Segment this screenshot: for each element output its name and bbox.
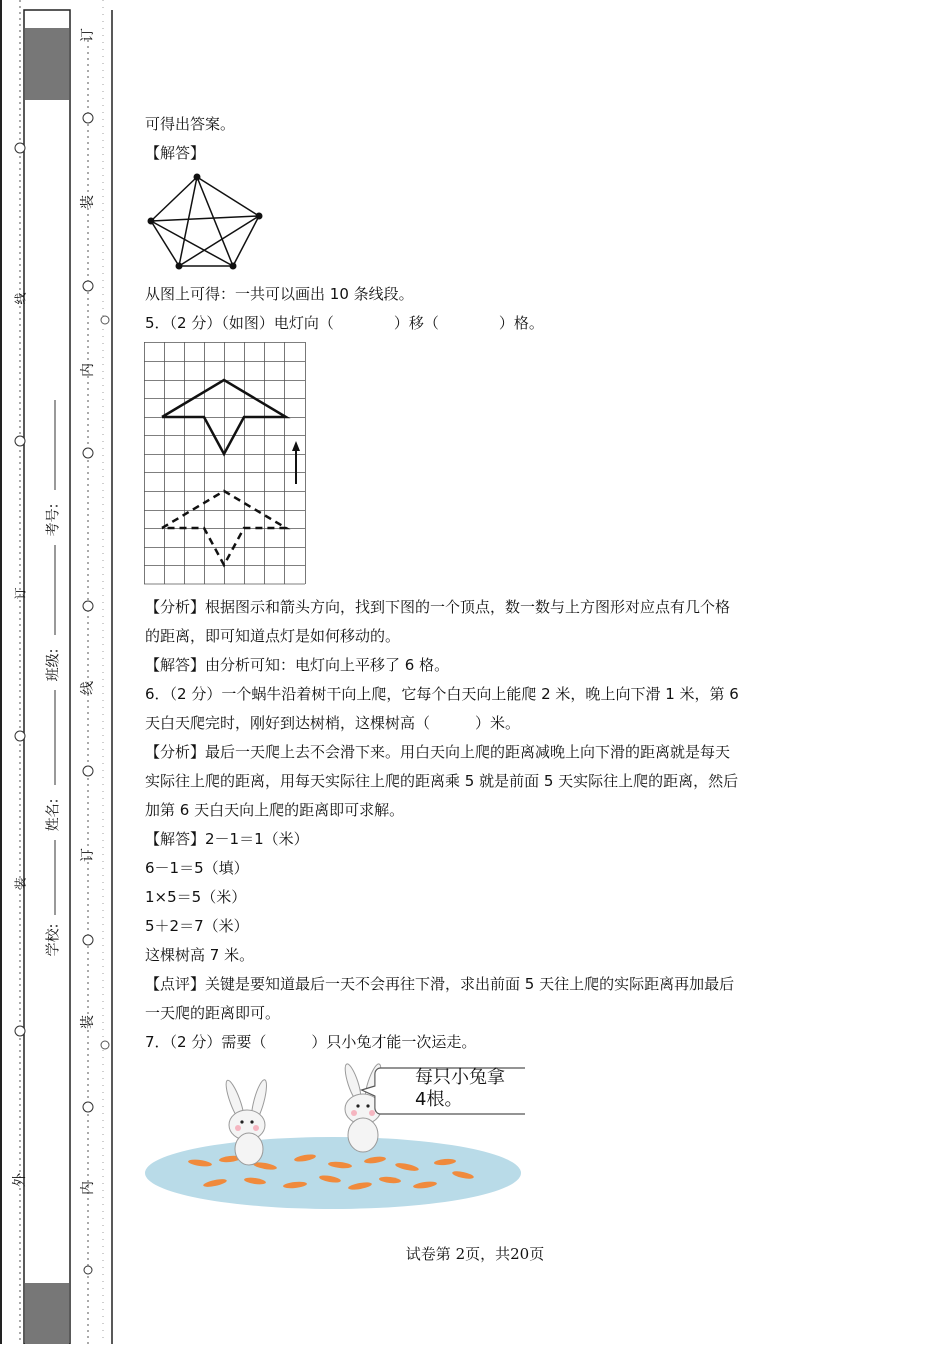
q6-comment: 一天爬的距离即可。 bbox=[145, 1004, 281, 1022]
q5-answer: 【解答】由分析可知：电灯向上平移了 6 格。 bbox=[145, 656, 450, 674]
question-6: 天白天爬完时，刚好到达树梢，这棵树高（ ）米。 bbox=[145, 714, 521, 732]
question-7: 7．（2 分）需要（ ）只小兔才能一次运走。 bbox=[145, 1033, 477, 1051]
school-label: 学校: bbox=[45, 923, 62, 957]
question-5: 5．（2 分）（如图）电灯向（ ）移（ ）格。 bbox=[145, 314, 544, 332]
outer-mark-ding: 订 bbox=[13, 587, 28, 600]
q6-comment: 【点评】关键是要知道最后一天不会再往下滑，求出前面 5 天往上爬的实际距离再加最后 bbox=[145, 975, 735, 993]
q6-answer: 【解答】2－1＝1（米） bbox=[145, 830, 309, 848]
inner-mark-zhuang-upper: 装 bbox=[80, 195, 96, 209]
class-label: 班级: bbox=[45, 648, 62, 682]
rabbit-illustration bbox=[145, 1061, 525, 1211]
arrow-head-icon bbox=[292, 441, 300, 451]
lamp-grid-figure bbox=[144, 341, 314, 589]
speech-bubble bbox=[415, 1067, 505, 1111]
text-line: 从图上可得：一共可以画出 10 条线段。 bbox=[145, 285, 414, 303]
q5-analysis: 的距离，即可知道点灯是如何移动的。 bbox=[145, 627, 401, 645]
outer-mark-zhuang: 装 bbox=[13, 877, 28, 890]
q6-analysis: 【分析】最后一天爬上去不会滑下来。用白天向上爬的距离减晚上向下滑的距离就是每天 bbox=[145, 743, 731, 761]
page-content bbox=[145, 110, 825, 1211]
inner-mark-zhuang: 装 bbox=[80, 1015, 96, 1029]
q6-analysis: 实际往上爬的距离，用每天实际往上爬的距离乘 5 就是前面 5 天实际往上爬的距离，然后 bbox=[145, 772, 739, 790]
q6-answer: 6－1＝5（填） bbox=[145, 859, 249, 877]
q5-analysis: 【分析】根据图示和箭头方向，找到下图的一个顶点，数一数与上方图形对应点有几个格 bbox=[145, 598, 731, 616]
lamp-solid-shape bbox=[162, 380, 286, 454]
exam-no-label: 考号: bbox=[45, 503, 62, 537]
q6-answer: 这棵树高 7 米。 bbox=[145, 946, 255, 964]
speech-text-1: 每只小兔拿 bbox=[415, 1067, 505, 1088]
inner-mark-ding-upper: 订 bbox=[80, 28, 96, 42]
lamp-dashed-shape bbox=[162, 491, 286, 565]
pentagon-line-figure bbox=[145, 170, 275, 280]
answer-tag: 【解答】 bbox=[145, 144, 206, 162]
text-line: 可得出答案。 bbox=[145, 115, 236, 133]
inner-mark-nei-upper: 内 bbox=[80, 363, 96, 377]
page-footer: 试卷第 2页，共20页 bbox=[405, 1245, 545, 1263]
outer-mark-xian: 线 bbox=[13, 292, 28, 305]
binding-margin bbox=[0, 0, 120, 1344]
q6-answer: 1×5＝5（米） bbox=[145, 888, 247, 906]
q6-answer: 5＋2＝7（米） bbox=[145, 917, 249, 935]
inner-mark-nei: 内 bbox=[80, 1181, 96, 1195]
name-label: 姓名: bbox=[45, 798, 62, 832]
q6-analysis: 加第 6 天白天向上爬的距离即可求解。 bbox=[145, 801, 405, 819]
question-6: 6．（2 分）一个蜗牛沿着树干向上爬，它每个白天向上能爬 2 米，晚上向下滑 1 米，第 6 bbox=[145, 685, 739, 703]
speech-text-2: 4根。 bbox=[415, 1089, 463, 1110]
outer-mark-wai: 外 bbox=[12, 1173, 28, 1187]
inner-mark-xian: 线 bbox=[80, 681, 96, 695]
inner-mark-ding: 订 bbox=[80, 848, 96, 862]
